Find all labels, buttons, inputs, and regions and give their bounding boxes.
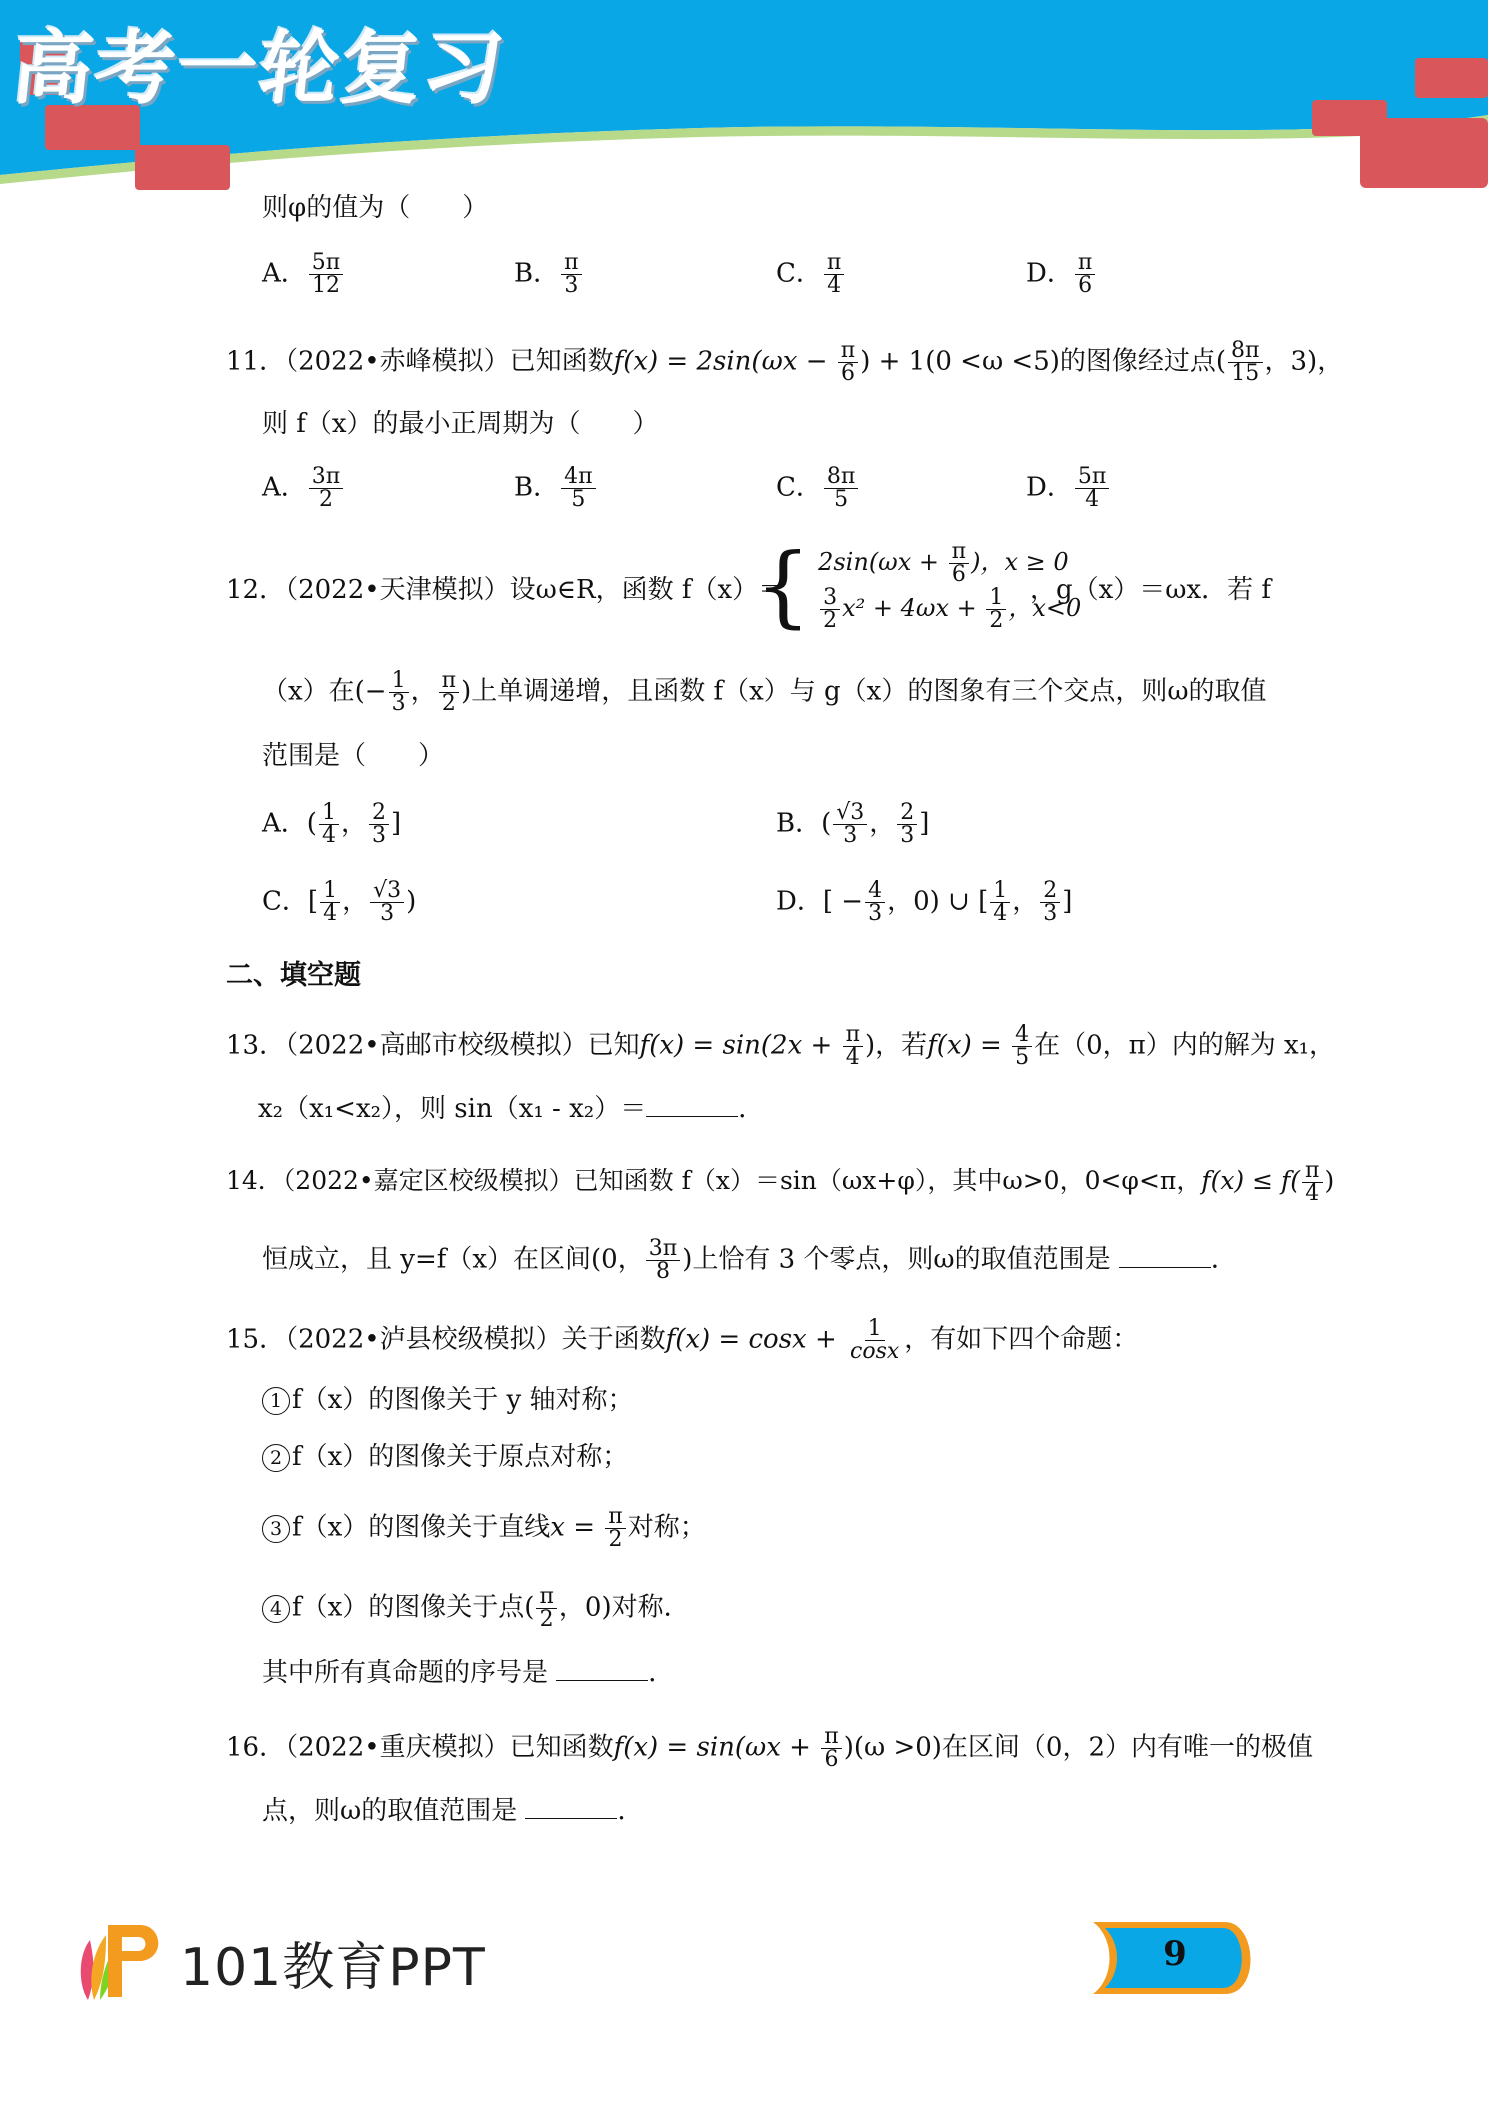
q15-proposition-1: 1 f（x）的图像关于 y 轴对称； bbox=[262, 1384, 634, 1416]
q12-line3: 范围是（ ） bbox=[262, 741, 445, 771]
q11-option-a: A． $\frac{3\pi}{2}$ bbox=[262, 466, 345, 511]
q12-case2: $\frac{3}{2}$ x² + 4ωx + $\frac{1}{2}$ ，x<0 bbox=[818, 586, 1081, 632]
q14-line2: 恒成立，且 y=f（x）在区间(0， $\frac{3\pi}{8}$ )上恰有 3 个零点，则ω的取值范围是 ． bbox=[262, 1236, 1237, 1284]
q15-proposition-4: 4 f（x）的图像关于点( $\frac{\pi}{2}$ ，0)对称． bbox=[262, 1586, 690, 1631]
q12-option-b: B．( $\frac{√3}{3}$ ， $\frac{2}{3}$ ] bbox=[776, 800, 930, 848]
q10-stem: 则φ的值为（ ） bbox=[262, 193, 489, 223]
q11-option-b: B． $\frac{4\pi}{5}$ bbox=[514, 466, 598, 511]
q12-stem-prefix: 12．（2022•天津模拟）设ω∈R，函数 f（x）＝ bbox=[226, 575, 785, 605]
q10-option-b: B． $\frac{\pi}{3}$ bbox=[514, 252, 584, 297]
q12-option-c: C．[ $\frac{1}{4}$ ， $\frac{√3}{3}$ ) bbox=[262, 878, 417, 926]
section-fill-blank-heading: 二、填空题 bbox=[226, 960, 361, 991]
q16-stem: 16．（2022•重庆模拟）已知函数f(x) = sin(ωx + $\frac{\pi}{6}$ )(ω >0)在区间（0，2）内有唯一的极值 bbox=[226, 1724, 1313, 1772]
q11-line2: 则 f（x）的最小正周期为（ ） bbox=[262, 409, 659, 439]
q15-proposition-3: 3 f（x）的图像关于直线x = $\frac{\pi}{2}$ 对称； bbox=[262, 1506, 706, 1551]
q13-answer-blank[interactable] bbox=[646, 1092, 738, 1117]
q11-stem: 11．（2022•赤峰模拟）已知函数f(x) = 2sin(ωx − $\frac{\pi}{6}$ ) + 1(0 <ω <5)的图像经过点( $\frac{8\pi}{15}$ ，3)， bbox=[226, 338, 1344, 386]
footer-brand: 101教育PPT bbox=[180, 1938, 486, 1998]
q14-answer-blank[interactable] bbox=[1119, 1243, 1211, 1268]
q14-stem: 14．（2022•嘉定区校级模拟）已知函数 f（x）＝sin（ωx+φ），其中ω>0，0<φ<π，f(x) ≤ f( $\frac{\pi}{4}$ ) bbox=[226, 1158, 1335, 1206]
q15-answer-blank[interactable] bbox=[556, 1656, 648, 1681]
brand-logo-icon bbox=[70, 1915, 170, 2005]
q12-option-a: A．( $\frac{1}{4}$ ， $\frac{2}{3}$ ] bbox=[262, 800, 402, 848]
header-title: 高考一轮复习 bbox=[8, 22, 511, 115]
q12-line2: （x）在(− $\frac{1}{3}$ ， $\frac{\pi}{2}$ )上单调递增，且函数 f（x）与 g（x）的图象有三个交点，则ω的取值 bbox=[262, 668, 1267, 716]
q10-option-d: D． $\frac{\pi}{6}$ bbox=[1026, 252, 1097, 297]
q16-line2: 点，则ω的取值范围是 ． bbox=[262, 1796, 644, 1826]
q15-proposition-2: 2 f（x）的图像关于原点对称； bbox=[262, 1441, 628, 1473]
q10-option-c: C． $\frac{\pi}{4}$ bbox=[776, 252, 846, 297]
q12-case1: 2sin(ωx + $\frac{\pi}{6}$ )，x ≥ 0 bbox=[818, 539, 1069, 587]
q16-answer-blank[interactable] bbox=[525, 1794, 617, 1819]
q10-option-a: A． $\frac{5\pi}{12}$ bbox=[262, 252, 345, 297]
page-number: 9 bbox=[1163, 1934, 1187, 1974]
q12-option-d: D．[ − $\frac{4}{3}$ ，0) ∪ [ $\frac{1}{4}$ ， $\frac{2}{3}$ ] bbox=[776, 878, 1073, 926]
q13-line2: x₂（x₁<x₂），则 sin（x₁ - x₂）＝ ． bbox=[258, 1094, 765, 1124]
q13-stem: 13．（2022•高邮市校级模拟）已知f(x) = sin(2x + $\frac{\pi}{4}$ )，若f(x) = $\frac{4}{5}$ 在（0，π）内的解为 x₁， bbox=[226, 1022, 1336, 1070]
q11-option-c: C． $\frac{8\pi}{5}$ bbox=[776, 466, 860, 511]
q11-option-d: D． $\frac{5\pi}{4}$ bbox=[1026, 466, 1111, 511]
q12-stem-after: ，g（x）＝ωx．若 f bbox=[1030, 575, 1272, 605]
q12-brace: { bbox=[755, 534, 811, 637]
q15-ask: 其中所有真命题的序号是 ． bbox=[262, 1658, 675, 1688]
q15-stem: 15．（2022•泸县校级模拟）关于函数f(x) = cosx + $\frac{1}{\cos x}$ ，有如下四个命题： bbox=[226, 1316, 1139, 1364]
